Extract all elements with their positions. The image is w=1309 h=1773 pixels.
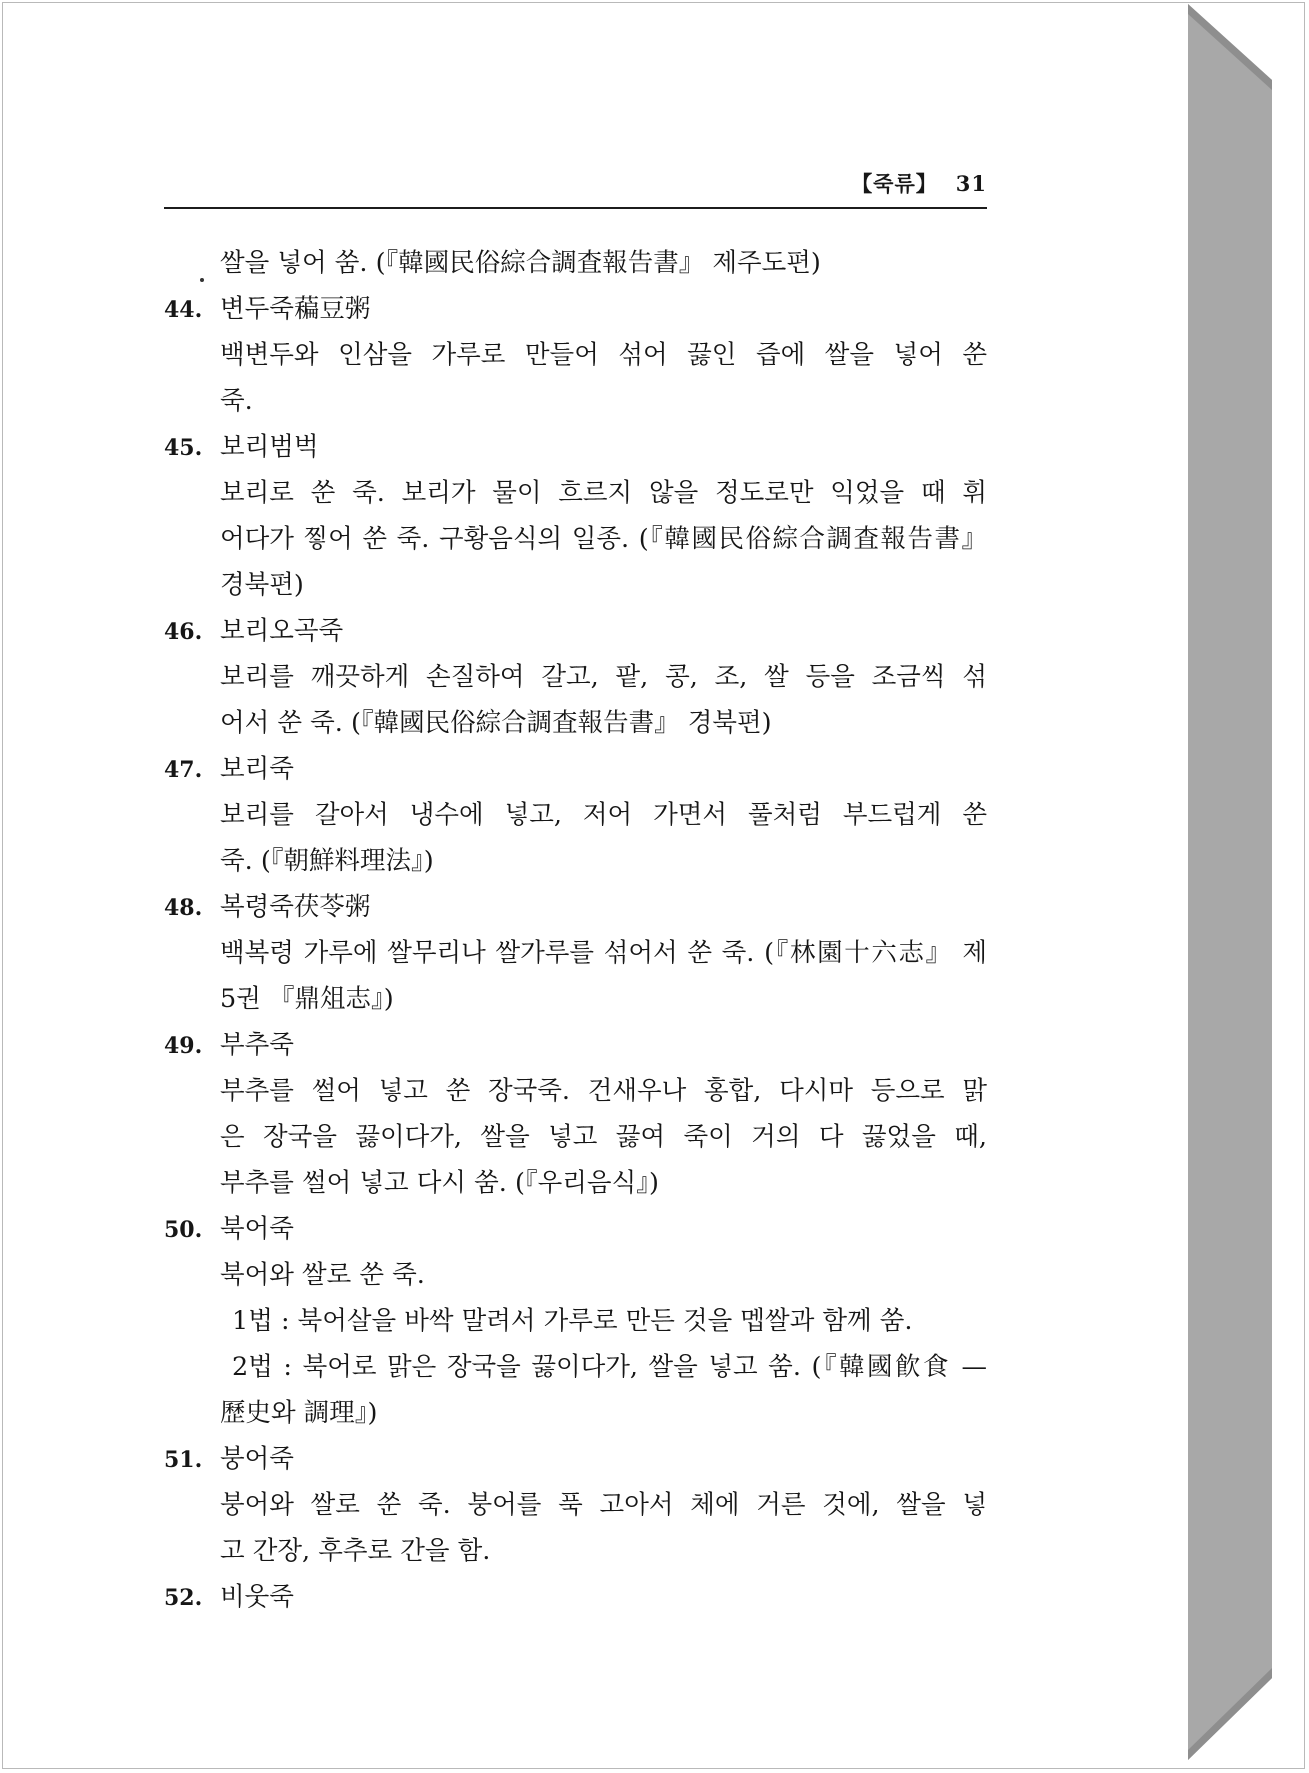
entry-text-line: [164, 384, 987, 430]
page-number: 31: [955, 171, 987, 196]
entry-text: 보리를 갈아서 냉수에 넣고, 저어 가면서 풀처럼 부드럽게 쑨: [220, 800, 987, 830]
entry-title: 보리죽: [220, 754, 294, 784]
entry-title: 비웃죽: [220, 1582, 294, 1612]
entry-text: 1법 : 북어살을 바싹 말려서 가루로 만든 것을 멥쌀과 함께 쑴.: [232, 1306, 913, 1336]
entry-title: 부추죽: [220, 1030, 294, 1060]
entry-text: 쌀을 넣어 쑴. (『韓國民俗綜合調査報告書』 제주도편): [220, 248, 821, 278]
entry-heading: [164, 890, 987, 936]
entry-text: 붕어와 쌀로 쑨 죽. 붕어를 푹 고아서 체에 거른 것에, 쌀을 넣: [220, 1490, 987, 1520]
entry-heading: [164, 430, 987, 476]
entry-text-line: [164, 476, 987, 522]
entry-text-line: [164, 1258, 987, 1304]
entry-heading: [164, 1580, 987, 1626]
entry-text-line: [164, 1396, 987, 1442]
entry-number: 45.: [164, 435, 203, 461]
entry-number: 52.: [164, 1585, 203, 1611]
entry-heading: [164, 614, 987, 660]
entry-heading: [164, 1028, 987, 1074]
entry-text: 고 간장, 후추로 간을 함.: [220, 1536, 491, 1566]
entry-heading: [164, 1212, 987, 1258]
entry-number: 51.: [164, 1447, 203, 1473]
entry-text-line: [164, 1350, 987, 1396]
entry-text: 백변두와 인삼을 가루로 만들어 섞어 끓인 즙에 쌀을 넣어 쑨: [220, 340, 987, 370]
entry-number: 46.: [164, 619, 203, 645]
entry-heading: [164, 292, 987, 338]
page-header: [164, 168, 987, 198]
entry-text-line: [164, 522, 987, 568]
entry-text-line: [164, 1488, 987, 1534]
entry-number: 50.: [164, 1217, 203, 1243]
entry-text-line: [164, 1304, 987, 1350]
entry-text-line: [164, 1074, 987, 1120]
entry-text-line: [164, 1534, 987, 1580]
entry-text-line: [164, 246, 987, 292]
entry-text: 어서 쑨 죽. (『韓國民俗綜合調査報告書』 경북편): [220, 708, 772, 738]
entry-text: 어다가 찧어 쑨 죽. 구황음식의 일종. (『韓國民俗綜合調査報告書』: [220, 524, 987, 554]
entry-text-line: [164, 568, 987, 614]
entry-title: 변두죽藊豆粥: [220, 294, 371, 324]
entry-text-line: [164, 844, 987, 890]
running-head: 【죽류】: [851, 171, 938, 196]
entry-text: 보리로 쑨 죽. 보리가 물이 흐르지 않을 정도로만 익었을 때 휘: [220, 478, 987, 508]
entry-heading: [164, 1442, 987, 1488]
entry-text: 보리를 깨끗하게 손질하여 갈고, 팥, 콩, 조, 쌀 등을 조금씩 섞: [220, 662, 987, 692]
entry-text: 백복령 가루에 쌀무리나 쌀가루를 섞어서 쑨 죽. (『林園十六志』 제: [220, 938, 987, 968]
entry-text: 북어와 쌀로 쑨 죽.: [220, 1260, 425, 1290]
entry-text-line: [164, 706, 987, 752]
entry-text: 죽.: [220, 386, 253, 416]
entry-text: 2법 : 북어로 맑은 장국을 끓이다가, 쌀을 넣고 쑴. (『韓國飮食 —: [232, 1352, 987, 1382]
entry-text-line: [164, 660, 987, 706]
entry-text: 5권 『鼎俎志』): [220, 984, 394, 1014]
entry-list: [164, 246, 987, 1626]
entry-text: 歷史와 調理』): [220, 1398, 378, 1428]
entry-title: 북어죽: [220, 1214, 294, 1244]
entry-title: 보리오곡죽: [220, 616, 344, 646]
entry-text-line: [164, 982, 987, 1028]
entry-text-line: [164, 798, 987, 844]
entry-text-line: [164, 338, 987, 384]
entry-text-line: [164, 1120, 987, 1166]
entry-number: 47.: [164, 757, 203, 783]
entry-text-line: [164, 1166, 987, 1212]
entry-heading: [164, 752, 987, 798]
entry-text: 부추를 썰어 넣고 쑨 장국죽. 건새우나 홍합, 다시마 등으로 맑: [220, 1076, 987, 1106]
entry-number: 48.: [164, 895, 203, 921]
header-rule: [164, 207, 987, 209]
entry-text: 경북편): [220, 570, 304, 600]
entry-number: 44.: [164, 297, 203, 323]
entry-title: 보리범벅: [220, 432, 319, 462]
entry-text-line: [164, 936, 987, 982]
entry-text: 부추를 썰어 넣고 다시 쑴. (『우리음식』): [220, 1168, 659, 1198]
entry-text: 은 장국을 끓이다가, 쌀을 넣고 끓여 죽이 거의 다 끓었을 때,: [220, 1122, 987, 1152]
entry-title: 붕어죽: [220, 1444, 294, 1474]
entry-number: 49.: [164, 1033, 203, 1059]
entry-title: 복령죽茯苓粥: [220, 892, 371, 922]
entry-text: 죽. (『朝鮮料理法』): [220, 846, 434, 876]
